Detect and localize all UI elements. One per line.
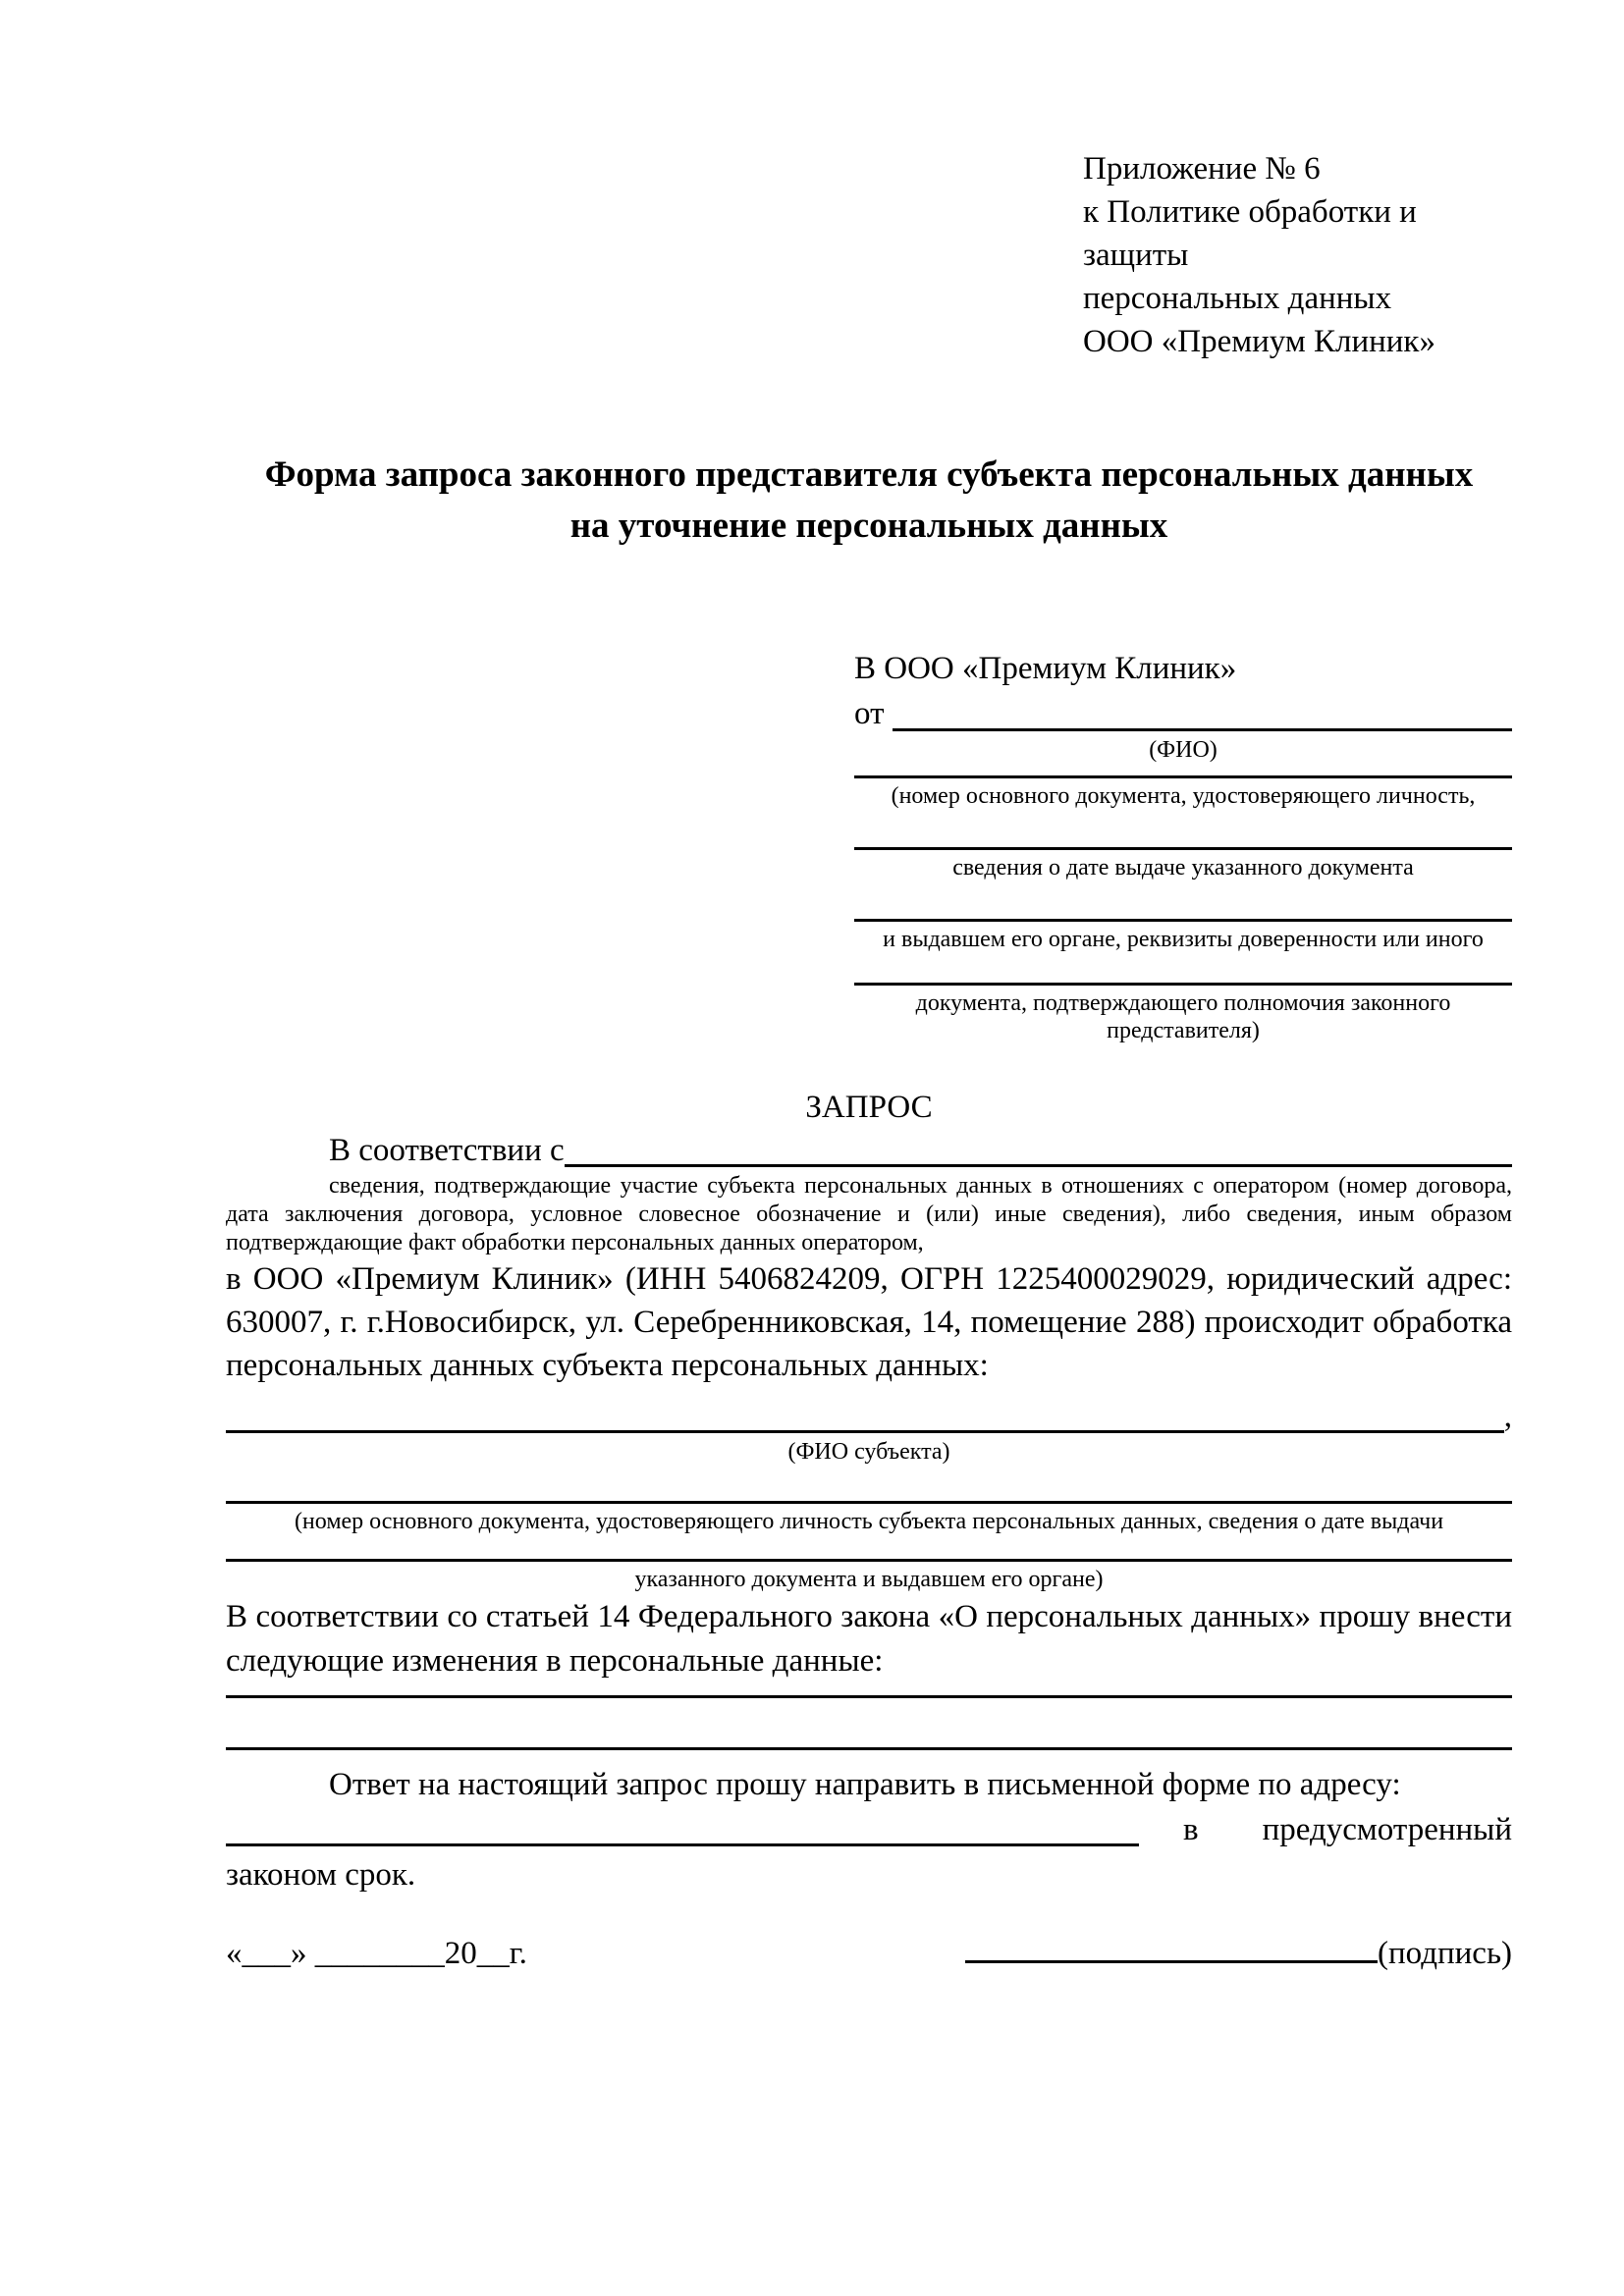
annex-header — [1083, 147, 1512, 363]
subject-fio-row — [226, 1395, 1512, 1438]
accordance-input-line[interactable] — [565, 1129, 1512, 1167]
date-placeholder[interactable]: «___» ________20__г. — [226, 1936, 527, 1971]
title-line-2: на уточнение персональных данных — [569, 506, 1168, 546]
operator-paragraph: в ООО «Премиум Клиник» (ИНН 5406824209, ОГРН 1225400029029, юридический адрес: 630007, г. г.Новосибирск, ул. Серебренниковская, 14, помещение 288) происходит обработка персональных данных субъекта персональных данных: — [226, 1261, 1512, 1383]
fio-caption: (ФИО) — [1149, 737, 1218, 763]
representative-doc-input-line[interactable] — [854, 764, 1512, 778]
subject-doc-field — [226, 1466, 1512, 1535]
answer-closing: законом срок. — [226, 1857, 416, 1893]
subject-doc-field — [226, 1535, 1512, 1593]
addressee-block — [854, 646, 1512, 1044]
representative-doc-input-line[interactable] — [854, 881, 1512, 922]
document-title — [226, 450, 1512, 552]
fine-print-note: сведения, подтверждающие участие субъекта персональных данных в отношениях с оператором (номер договора, дата заключения договора, условное словесное обозначение и (или) иные сведения), либо сведения, иным образом подтверждающие факт обработки персональных данных оператором, — [226, 1173, 1512, 1255]
changes-input-line-1[interactable] — [226, 1683, 1512, 1698]
request-heading: ЗАПРОС — [805, 1090, 933, 1125]
changes-input-line-2[interactable] — [226, 1698, 1512, 1750]
representative-doc-field — [854, 810, 1512, 881]
representative-doc-input-line[interactable] — [854, 810, 1512, 850]
annex-line: ООО «Премиум Клиник» — [1083, 324, 1435, 359]
subject-line-comma: , — [1503, 1399, 1512, 1434]
article-paragraph: В соответствии со статьей 14 Федерального закона «О персональных данных» прошу внести следующие изменения в персональные данные: — [226, 1599, 1512, 1679]
from-row — [854, 691, 1512, 736]
doc-caption-4: документа, подтверждающего полномочия законного представителя) — [915, 990, 1451, 1043]
representative-doc-input-line[interactable] — [854, 953, 1512, 986]
subject-fio-input-line[interactable] — [226, 1395, 1504, 1433]
addressee-to: В ООО «Премиум Клиник» — [854, 651, 1237, 686]
subject-doc-caption-2: указанного документа и выдавшем его органе) — [634, 1567, 1104, 1592]
answer-paragraph: Ответ на настоящий запрос прошу направить в письменной форме по адресу: — [329, 1767, 1401, 1802]
subject-fio-caption: (ФИО субъекта) — [787, 1439, 950, 1465]
doc-caption-2: сведения о дате выдаче указанного документа — [952, 855, 1414, 881]
accordance-row — [226, 1129, 1512, 1172]
answer-word-in: в — [1183, 1812, 1199, 1847]
doc-caption-1: (номер основного документа, удостоверяющего личность, — [891, 783, 1476, 809]
signature-input-line[interactable] — [965, 1960, 1378, 1963]
representative-doc-field — [854, 764, 1512, 810]
address-input-line[interactable] — [226, 1807, 1139, 1846]
representative-doc-field — [854, 881, 1512, 953]
doc-caption-3: и выдавшем его органе, реквизиты доверенности или иного — [883, 927, 1484, 952]
subject-doc-input-line[interactable] — [226, 1466, 1512, 1504]
annex-line: Приложение № 6 — [1083, 151, 1321, 187]
subject-doc-input-line[interactable] — [226, 1535, 1512, 1562]
title-line-1: Форма запроса законного представителя субъекта персональных данных — [264, 454, 1474, 495]
answer-word-due: предусмотренный — [1262, 1812, 1512, 1847]
representative-doc-field — [854, 953, 1512, 1044]
signature-caption: (подпись) — [1378, 1936, 1512, 1971]
from-label: от — [854, 696, 893, 731]
accordance-label: В соответствии с — [329, 1133, 565, 1168]
annex-line: персональных данных — [1083, 281, 1392, 316]
answer-address-row — [226, 1807, 1512, 1852]
signature-group — [965, 1931, 1512, 1976]
annex-line: к Политике обработки и защиты — [1083, 194, 1417, 273]
date-signature-row — [226, 1931, 1512, 1976]
representative-fio-input-line[interactable] — [893, 691, 1512, 731]
subject-doc-caption-1: (номер основного документа, удостоверяющего личность субъекта персональных данных, сведения о дате выдачи — [294, 1509, 1444, 1534]
